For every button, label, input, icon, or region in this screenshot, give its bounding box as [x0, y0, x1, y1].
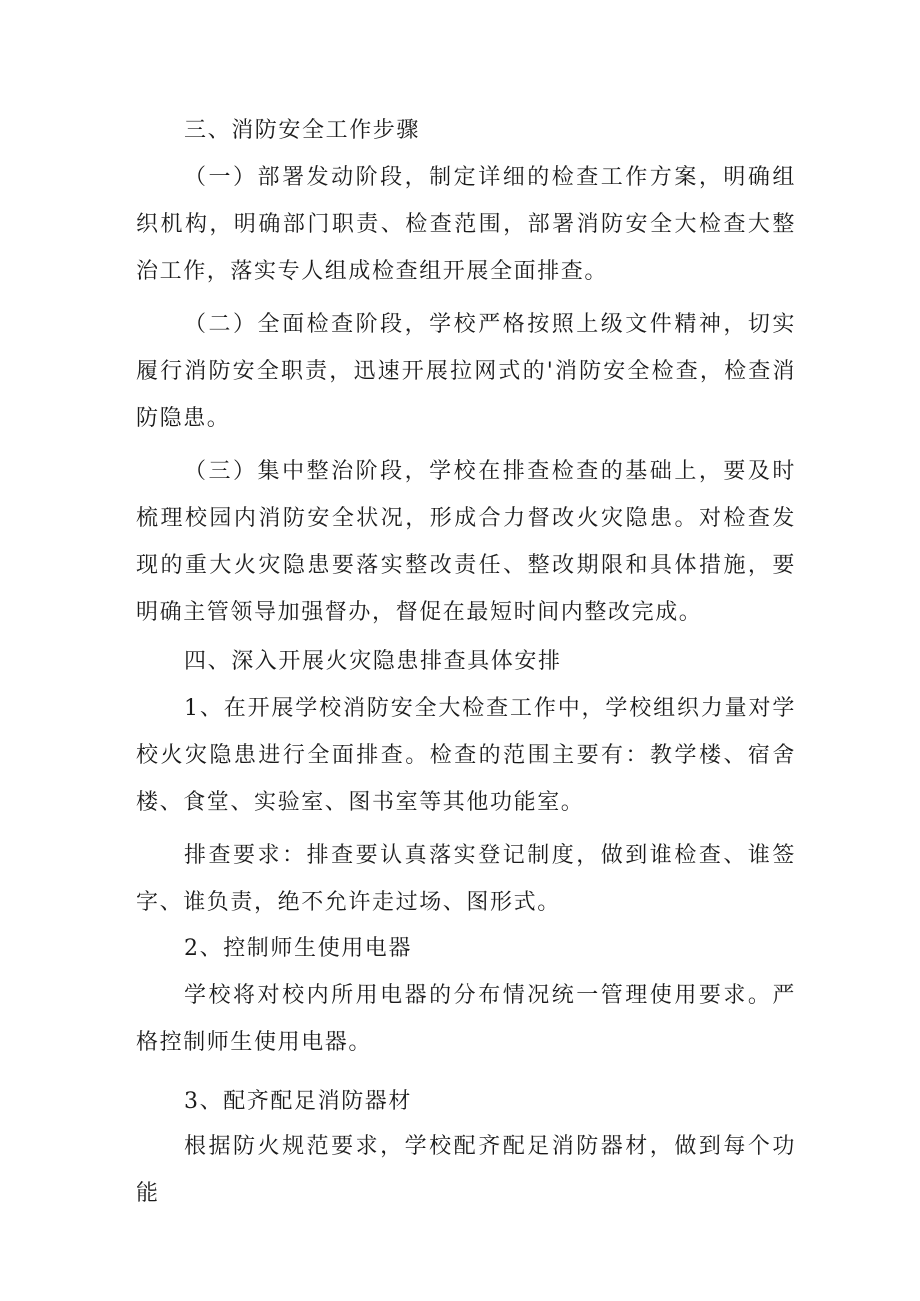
- paragraph-item-3: 根据防火规范要求，学校配齐配足消防器材，做到每个功能: [136, 1134, 796, 1206]
- section-heading-4: 四、深入开展火灾隐患排查具体安排: [184, 649, 562, 674]
- section-heading-3: 三、消防安全工作步骤: [184, 118, 421, 143]
- subheading-item-3: 3、配齐配足消防器材: [184, 1089, 412, 1114]
- paragraph-requirements: 排查要求：排查要认真落实登记制度，做到谁检查、谁签字、谁负责，绝不允许走过场、图形式。: [136, 843, 796, 915]
- paragraph-step-2: （二）全面检查阶段，学校严格按照上级文件精神，切实履行消防安全职责，迅速开展拉网式的'消防安全检查，检查消防隐患。: [136, 312, 796, 431]
- paragraph-step-1: （一）部署发动阶段，制定详细的检查工作方案，明确组织机构，明确部门职责、检查范围，部署消防安全大检查大整治工作，落实专人组成检查组开展全面排查。: [136, 165, 796, 284]
- paragraph-step-3: （三）集中整治阶段，学校在排查检查的基础上，要及时梳理校园内消防安全状况，形成合力督改火灾隐患。对检查发现的重大火灾隐患要落实整改责任、整改期限和具体措施，要明确主管领导加强督办，督促在最短时间内整改完成。: [136, 459, 796, 625]
- paragraph-item-2: 学校将对校内所用电器的分布情况统一管理使用要求。严格控制师生使用电器。: [136, 983, 796, 1055]
- subheading-item-2: 2、控制师生使用电器: [184, 936, 412, 961]
- paragraph-item-1: 1、在开展学校消防安全大检查工作中，学校组织力量对学校火灾隐患进行全面排查。检查的范围主要有：教学楼、宿舍楼、食堂、实验室、图书室等其他功能室。: [136, 696, 796, 815]
